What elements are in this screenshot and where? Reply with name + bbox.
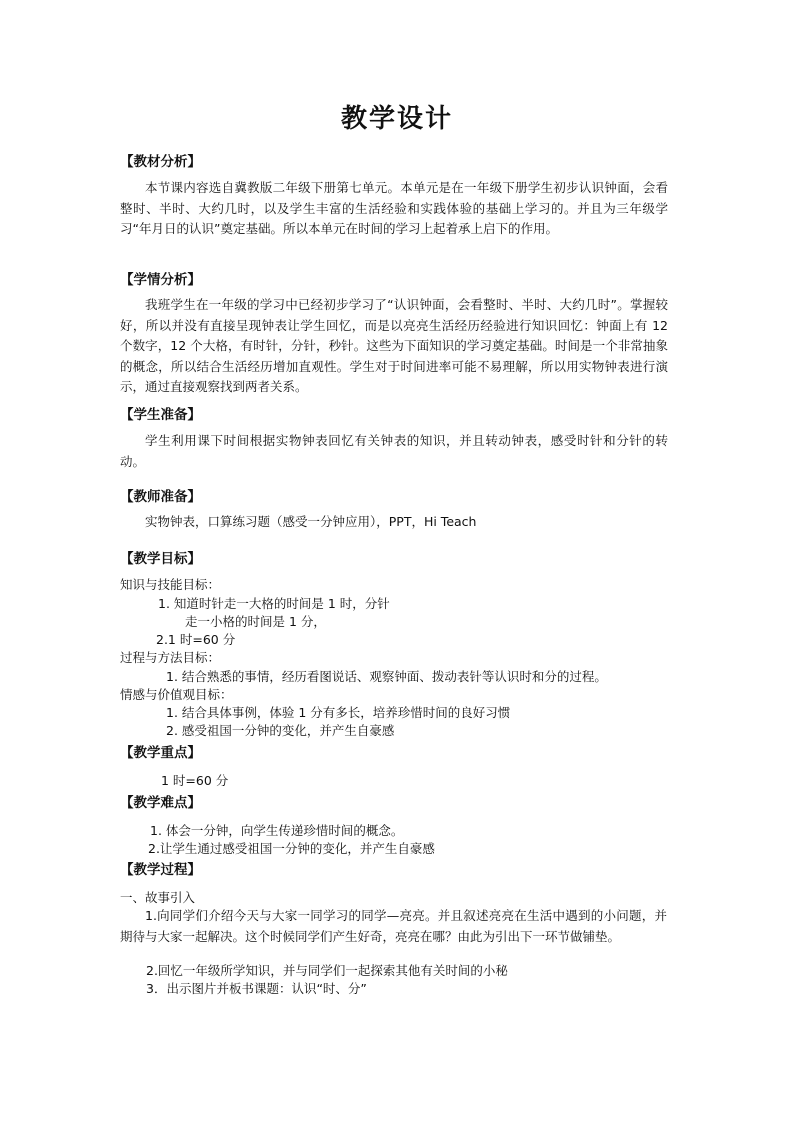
process-step-2: 2.回忆一年级所学知识，并与同学们一起探索其他有关时间的小秘 (146, 963, 508, 978)
paragraph-student-analysis: 我班学生在一年级的学习中已经初步学习了“认识钟面，会看整时、半时、大约几时”。掌握较好，所以并没有直接呈现钟表让学生回忆，而是以亮亮生活经历经验进行知识回忆：钟面上有 12 个数字，12 个大格，有时针，分针，秒针。这些为下面知识的学习奠定基础。时间是一个非常抽象的概念，所以结合生活经历增加直观性。学生对于时间进率可能不易理解，所以用实物钟表进行演示，通过直接观察找到两者关系。 (120, 297, 668, 394)
section-heading-student-analysis: 【学情分析】 (120, 272, 201, 288)
difficulty-item-1: 1. 体会一分钟，向学生传递珍惜时间的概念。 (150, 823, 404, 838)
section-heading-textbook-analysis: 【教材分析】 (120, 154, 201, 170)
paragraph-textbook-analysis: 本节课内容选自冀教版二年级下册第七单元。本单元是在一年级下册学生初步认识钟面，会看整时、半时、大约几时，以及学生丰富的生活经验和实践体验的基础上学习的。并且为三年级学习“年月日的认识”奠定基础。所以本单元在时间的学习上起着承上启下的作用。 (120, 180, 668, 236)
goal-label-process: 过程与方法目标： (120, 650, 221, 665)
goal-label-knowledge: 知识与技能目标： (120, 577, 221, 592)
goal-emotion-item-2: 2. 感受祖国一分钟的变化，并产生自豪感 (166, 723, 395, 738)
section-heading-student-preparation: 【学生准备】 (120, 407, 201, 423)
goal-process-item-1: 1. 结合熟悉的事情，经历看图说话、观察钟面、拨动表针等认识时和分的过程。 (166, 669, 607, 684)
paragraph-student-preparation: 学生利用课下时间根据实物钟表回忆有关钟表的知识，并且转动钟表，感受时针和分针的转动。 (120, 433, 668, 469)
difficulty-item-2: 2.让学生通过感受祖国一分钟的变化，并产生自豪感 (148, 841, 435, 856)
paragraph-teacher-preparation: 实物钟表，口算练习题（感受一分钟应用），PPT，Hi Teach (145, 514, 477, 529)
process-part-1-title: 一、故事引入 (120, 890, 196, 905)
process-step-1: 1.向同学们介绍今天与大家一同学习的同学—亮亮。并且叙述亮亮在生活中遇到的小问题，并期待与大家一起解决。这个时候同学们产生好奇，亮亮在哪？由此为引出下一环节做铺垫。 (120, 908, 667, 944)
goal-knowledge-item-1a: 1. 知道时针走一大格的时间是 1 时，分针 (158, 596, 390, 611)
key-point-item: 1 时=60 分 (161, 773, 229, 788)
section-heading-teacher-preparation: 【教师准备】 (120, 489, 201, 505)
section-heading-teaching-goals: 【教学目标】 (120, 551, 201, 567)
goal-knowledge-item-2: 2.1 时=60 分 (156, 632, 236, 647)
section-heading-key-points: 【教学重点】 (120, 745, 201, 761)
section-heading-teaching-process: 【教学过程】 (120, 862, 201, 878)
goal-label-emotion: 情感与价值观目标： (120, 687, 233, 702)
document-title: 教学设计 (340, 104, 453, 134)
goal-emotion-item-1: 1. 结合具体事例，体验 1 分有多长，培养珍惜时间的良好习惯 (166, 705, 511, 720)
section-heading-difficulties: 【教学难点】 (120, 795, 201, 811)
process-step-3: 3．出示图片并板书课题：认识“时、分” (146, 981, 367, 996)
goal-knowledge-item-1b: 走一小格的时间是 1 分， (185, 614, 326, 629)
